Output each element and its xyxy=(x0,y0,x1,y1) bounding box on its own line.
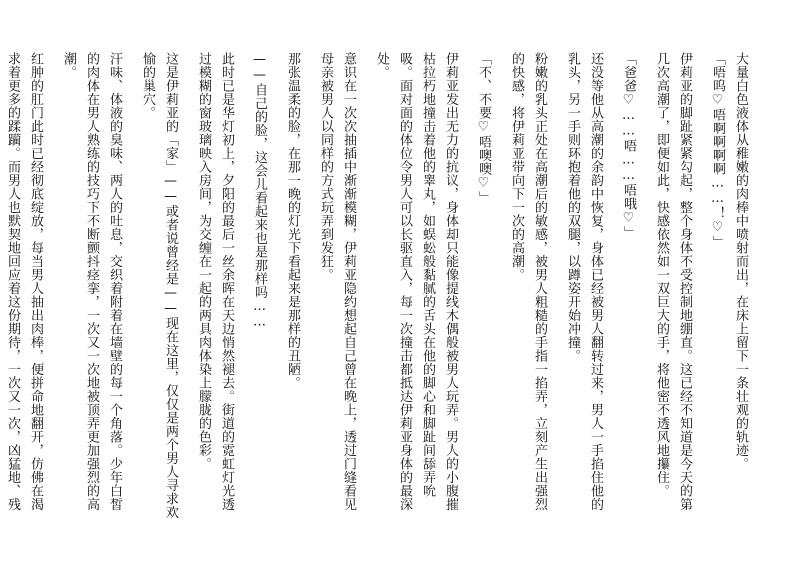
paragraph: 此时已是华灯初上，夕阳的最后一丝余晖在天边悄然褪去。街道的霓虹灯光透过模糊的窗玻璃映入房间，为交缠在一起的两具肉体染上朦胧的色彩。 xyxy=(196,52,234,511)
paragraph: 伊莉亚发出无力的抗议，身体却只能像提线木偶般被男人玩弄。男人的小腹摧枯拉朽地撞击着他的睾丸，如蜈蚣般黏腻的舌头在他的脚心和脚趾间舔弄吮吸。面对面的体位令男人可以长驱直入，每一次撞击都抵达伊莉亚身体的最深处。 xyxy=(374,52,458,511)
vertical-text-body xyxy=(5,52,752,522)
dialogue-line: 「唔呜♡唔啊啊啊啊……！♡」 xyxy=(710,52,725,249)
paragraph: ——自己的脸，这会儿看起来也是那样吗…… xyxy=(252,52,267,330)
dialogue-line: 「爸爸♡……唔……唔哦♡」 xyxy=(621,52,636,240)
paragraph: 这是伊莉亚的「家」——或者说曾经是——现在这里，仅仅是两个男人寻求欢愉的巢穴。 xyxy=(140,52,178,519)
paragraph: 还没等他从高潮的余韵中恢复，身体已经被男人翻转过来，男人一手掐住他的乳头，另一手则环抱着他的双腿，以蹲姿开始冲撞。 xyxy=(565,52,603,511)
paragraph: 红肿的肛门此时已经彻底绽放，每当男人抽出肉棒，便拼命地翻开，仿佛在渴求着更多的蹂躏。而男人也默契地回应着这份期待，一次又一次，凶猛地、残 xyxy=(5,52,43,511)
paragraph: 粉嫩的乳头正处在高潮后的敏感，被男人粗糙的手指一掐弄，立刻产生出强烈的快感，将伊莉亚带向下一次的高潮。 xyxy=(509,52,547,511)
dialogue-line: 「不、不要♡唔噢噢♡」 xyxy=(476,52,491,205)
paragraph: 大量白色液体从稚嫩的肉棒中喷射而出，在床上留下一条壮观的轨迹。 xyxy=(733,52,748,471)
paragraph: 那张温柔的脸，在那一晚的灯光下看起来是那样的丑陋。 xyxy=(285,52,300,390)
paragraph: 伊莉亚的脚趾紧紧勾起，整个身体不受控制地绷直。这已经不知道是今天的第几次高潮了，即便如此，快感依然如一双巨大的手，将他密不透风地攥住。 xyxy=(654,52,692,511)
paragraph: 汗味、体液的臭味、两人的吐息，交织着附着在墙壁的每一个角落。少年白皙的肉体在男人熟练的技巧下不断颤抖痉挛，一次又一次地被顶弄更加强烈的高潮。 xyxy=(61,52,122,511)
paragraph: 意识在一次次抽插中渐渐模糊，伊莉亚隐约想起自己曾在晚上，透过门缝看见母亲被男人以同样的方式玩弄到发狂。 xyxy=(318,52,356,511)
